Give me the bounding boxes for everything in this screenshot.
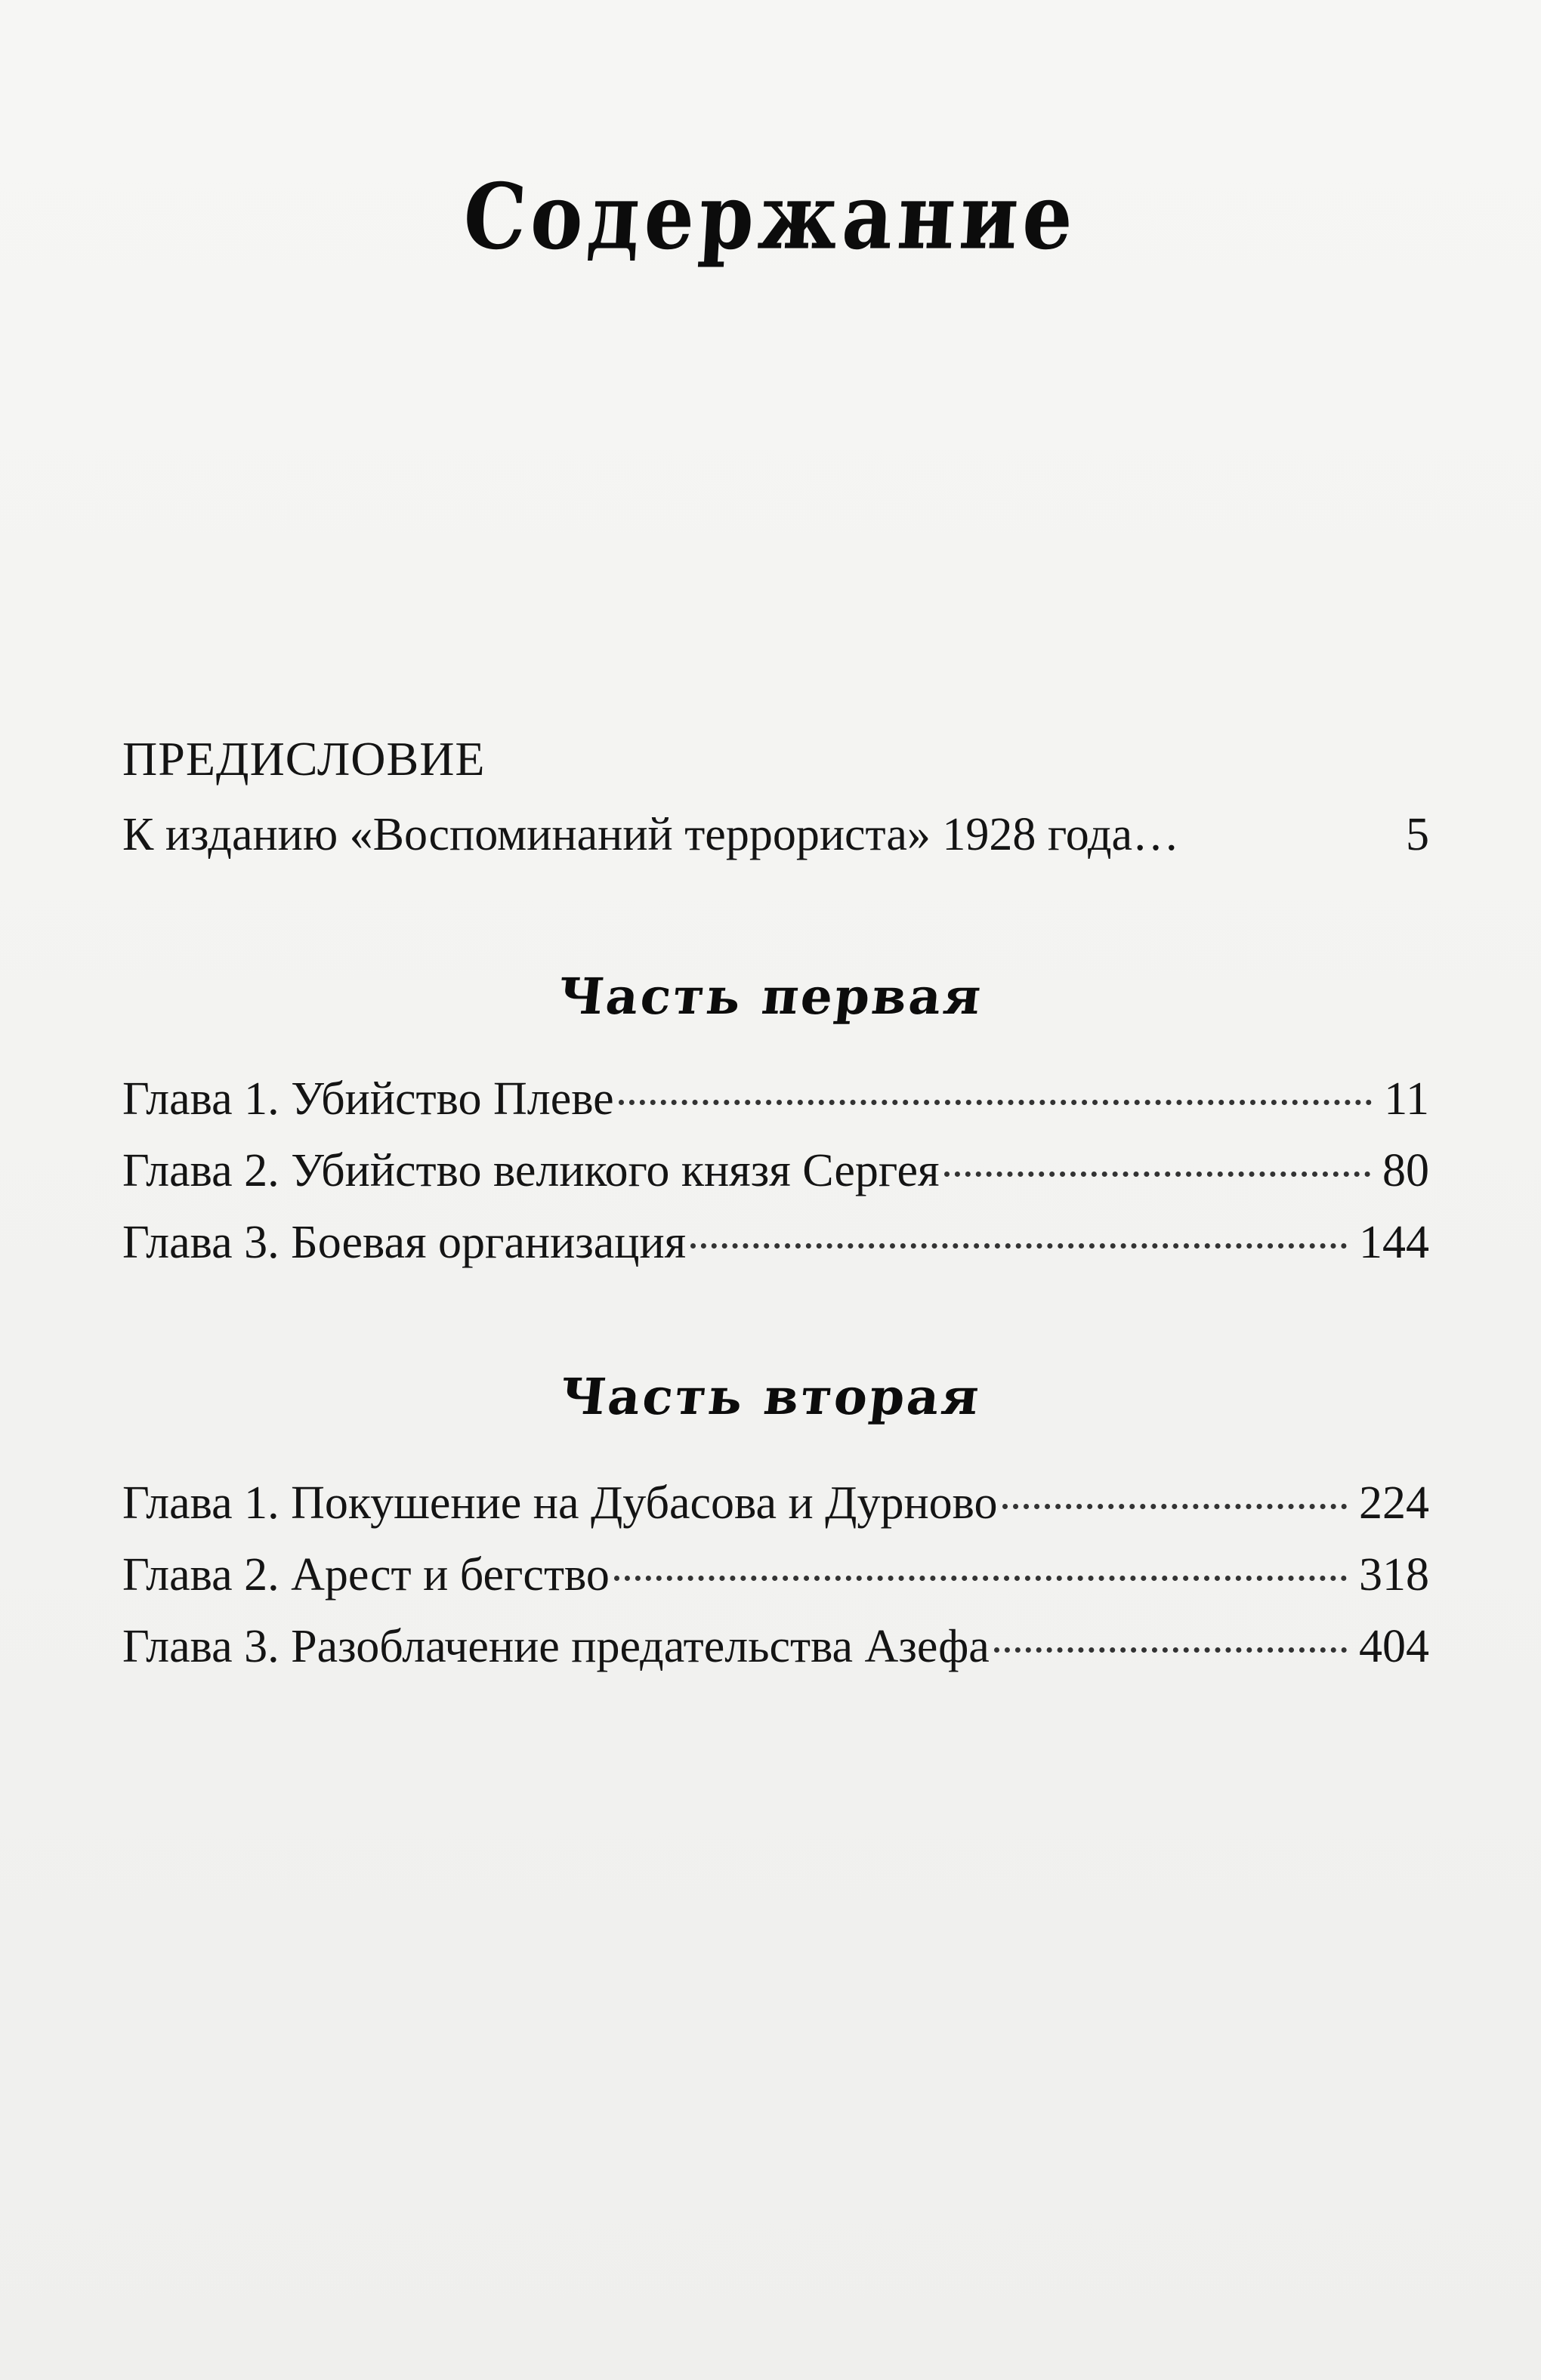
leader-dots bbox=[619, 1100, 1372, 1105]
toc-entry-title: Глава 1. Убийство Плеве bbox=[122, 1073, 614, 1125]
toc-entry-part1-ch3[interactable] bbox=[122, 1216, 1429, 1284]
toc-entry-page: 144 bbox=[1359, 1217, 1429, 1268]
page-title: Содержание bbox=[460, 162, 1081, 270]
toc-entry-part1-ch2[interactable] bbox=[122, 1144, 1429, 1212]
leader-dots bbox=[690, 1243, 1347, 1249]
leader-dots bbox=[1002, 1504, 1347, 1509]
toc-entry-title: Глава 3. Боевая организация bbox=[122, 1217, 687, 1268]
toc-entry-title: К изданию «Воспоминаний террориста» 1928 года… bbox=[122, 809, 1180, 860]
toc-entry-part1-ch1[interactable] bbox=[122, 1073, 1429, 1141]
toc-entry-title: Глава 1. Покушение на Дубасова и Дурново bbox=[122, 1477, 998, 1529]
part-heading-1: Часть первая bbox=[555, 967, 986, 1026]
toc-entry-page: 318 bbox=[1359, 1549, 1429, 1601]
toc-entry-part2-ch2[interactable] bbox=[122, 1548, 1429, 1616]
toc-entry-part2-ch3[interactable] bbox=[122, 1620, 1429, 1688]
toc-entry-page: 224 bbox=[1359, 1477, 1429, 1529]
toc-entry-page: 11 bbox=[1384, 1073, 1429, 1125]
toc-entry-page: 80 bbox=[1382, 1145, 1429, 1196]
toc-entry-preface[interactable] bbox=[122, 808, 1429, 876]
preface-heading: ПРЕДИСЛОВИЕ bbox=[122, 732, 486, 786]
toc-entry-page: 404 bbox=[1359, 1621, 1429, 1672]
toc-entry-page: 5 bbox=[1406, 809, 1429, 860]
leader-dots bbox=[614, 1576, 1347, 1581]
leader-dots bbox=[944, 1171, 1371, 1177]
toc-entry-title: Глава 2. Арест и бегство bbox=[122, 1549, 610, 1601]
toc-entry-title: Глава 2. Убийство великого князя Сергея bbox=[122, 1145, 940, 1196]
toc-entry-title: Глава 3. Разоблачение предательства Азефа bbox=[122, 1621, 990, 1672]
leader-dots bbox=[994, 1647, 1347, 1653]
part-heading-2: Часть вторая bbox=[557, 1367, 984, 1426]
toc-entry-part2-ch1[interactable] bbox=[122, 1477, 1429, 1545]
